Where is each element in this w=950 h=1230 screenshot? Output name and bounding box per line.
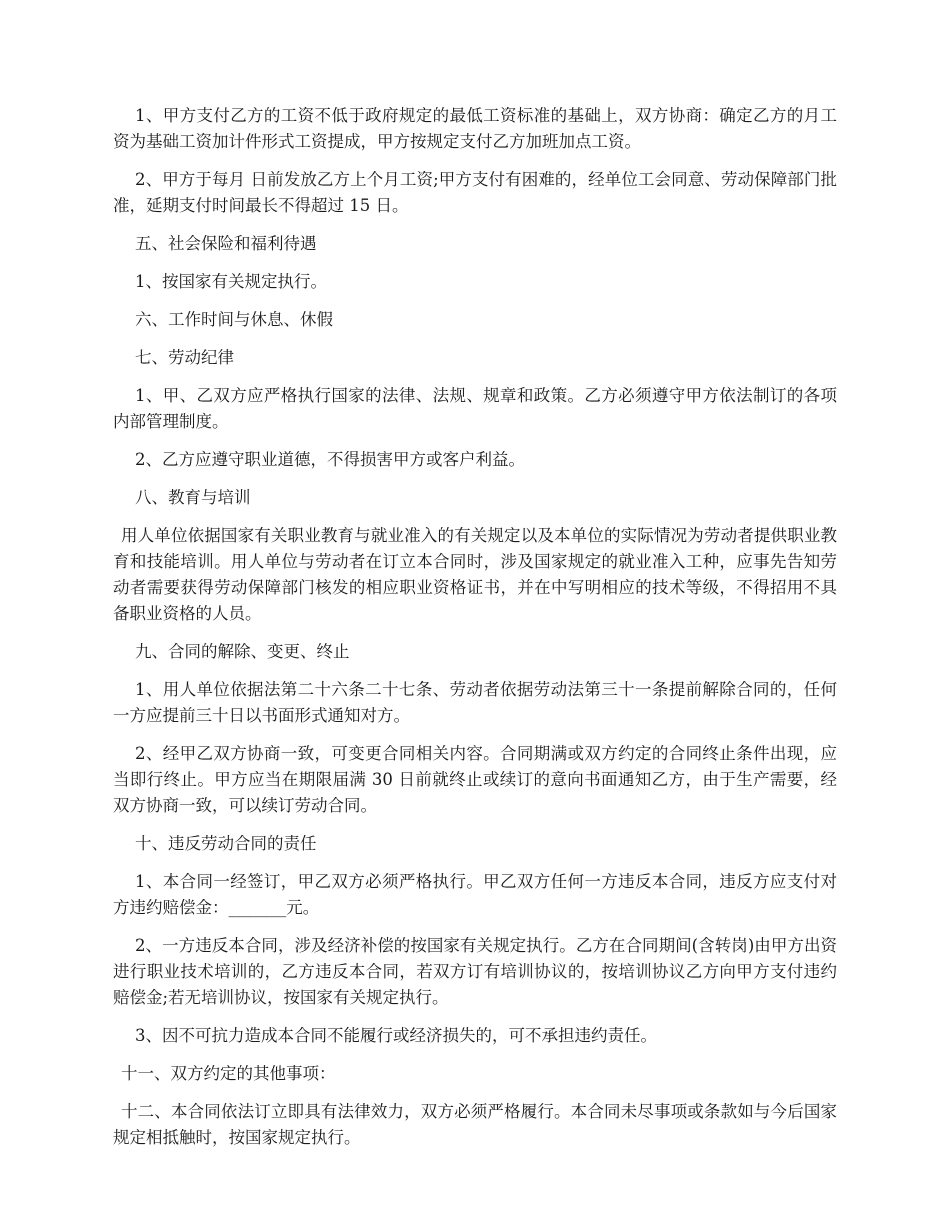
paragraph: 1、甲、乙双方应严格执行国家的法律、法规、规章和政策。乙方必须遵守甲方依法制订的各项内部管理制度。 (113, 386, 837, 431)
paragraph: 2、甲方于每月 日前发放乙方上个月工资;甲方支付有困难的，经单位工会同意、劳动保障部门批准，延期支付时间最长不得超过 15 日。 (113, 170, 837, 215)
paragraph: 1、甲方支付乙方的工资不低于政府规定的最低工资标准的基础上，双方协商：确定乙方的月工资为基础工资加计件形式工资提成，甲方按规定支付乙方加班加点工资。 (113, 106, 837, 151)
paragraph: 1、用人单位依据法第二十六条二十七条、劳动者依据劳动法第三十一条提前解除合同的，任何一方应提前三十日以书面形式通知对方。 (113, 680, 837, 725)
paragraph: 2、经甲乙双方协商一致，可变更合同相关内容。合同期满或双方约定的合同终止条件出现，应当即行终止。甲方应当在期限届满 30 日前就终止或续订的意向书面通知乙方，由于生产需要，经双方协商一致，可以续订劳动合同。 (113, 744, 837, 815)
section-heading: 十一、双方约定的其他事项： (121, 1064, 336, 1083)
section-heading: 八、教育与培训 (135, 488, 251, 507)
paragraph: 1、按国家有关规定执行。 (135, 272, 327, 291)
section-heading: 六、工作时间与休息、休假 (135, 310, 333, 329)
document-body (113, 103, 837, 1163)
paragraph: 用人单位依据国家有关职业教育与就业准入的有关规定以及本单位的实际情况为劳动者提供职业教育和技能培训。用人单位与劳动者在订立本合同时，涉及国家规定的就业准入工种，应事先告知劳动者需要获得劳动保障部门核发的相应职业资格证书，并在中写明相应的技术等级，不得招用不具备职业资格的人员。 (113, 526, 837, 623)
paragraph: 2、一方违反本合同，涉及经济补偿的按国家有关规定执行。乙方在合同期间(含转岗)由甲方出资进行职业技术培训的，乙方违反本合同，若双方订有培训协议的，按培训协议乙方向甲方支付违约赔偿金;若无培训协议，按国家有关规定执行。 (113, 936, 837, 1007)
section-heading: 十、违反劳动合同的责任 (135, 834, 317, 853)
section-heading: 七、劳动纪律 (135, 348, 234, 367)
paragraph: 1、本合同一经签订，甲乙双方必须严格执行。甲乙双方任何一方违反本合同，违反方应支付对方违约赔偿金：_______元。 (113, 872, 837, 917)
paragraph: 十二、本合同依法订立即具有法律效力，双方必须严格履行。本合同未尽事项或条款如与今后国家规定相抵触时，按国家规定执行。 (113, 1102, 837, 1147)
section-heading: 九、合同的解除、变更、终止 (135, 642, 350, 661)
section-heading: 五、社会保险和福利待遇 (135, 234, 317, 253)
paragraph: 2、乙方应遵守职业道德，不得损害甲方或客户利益。 (135, 450, 525, 469)
paragraph: 3、因不可抗力造成本合同不能履行或经济损失的，可不承担违约责任。 (135, 1026, 657, 1045)
